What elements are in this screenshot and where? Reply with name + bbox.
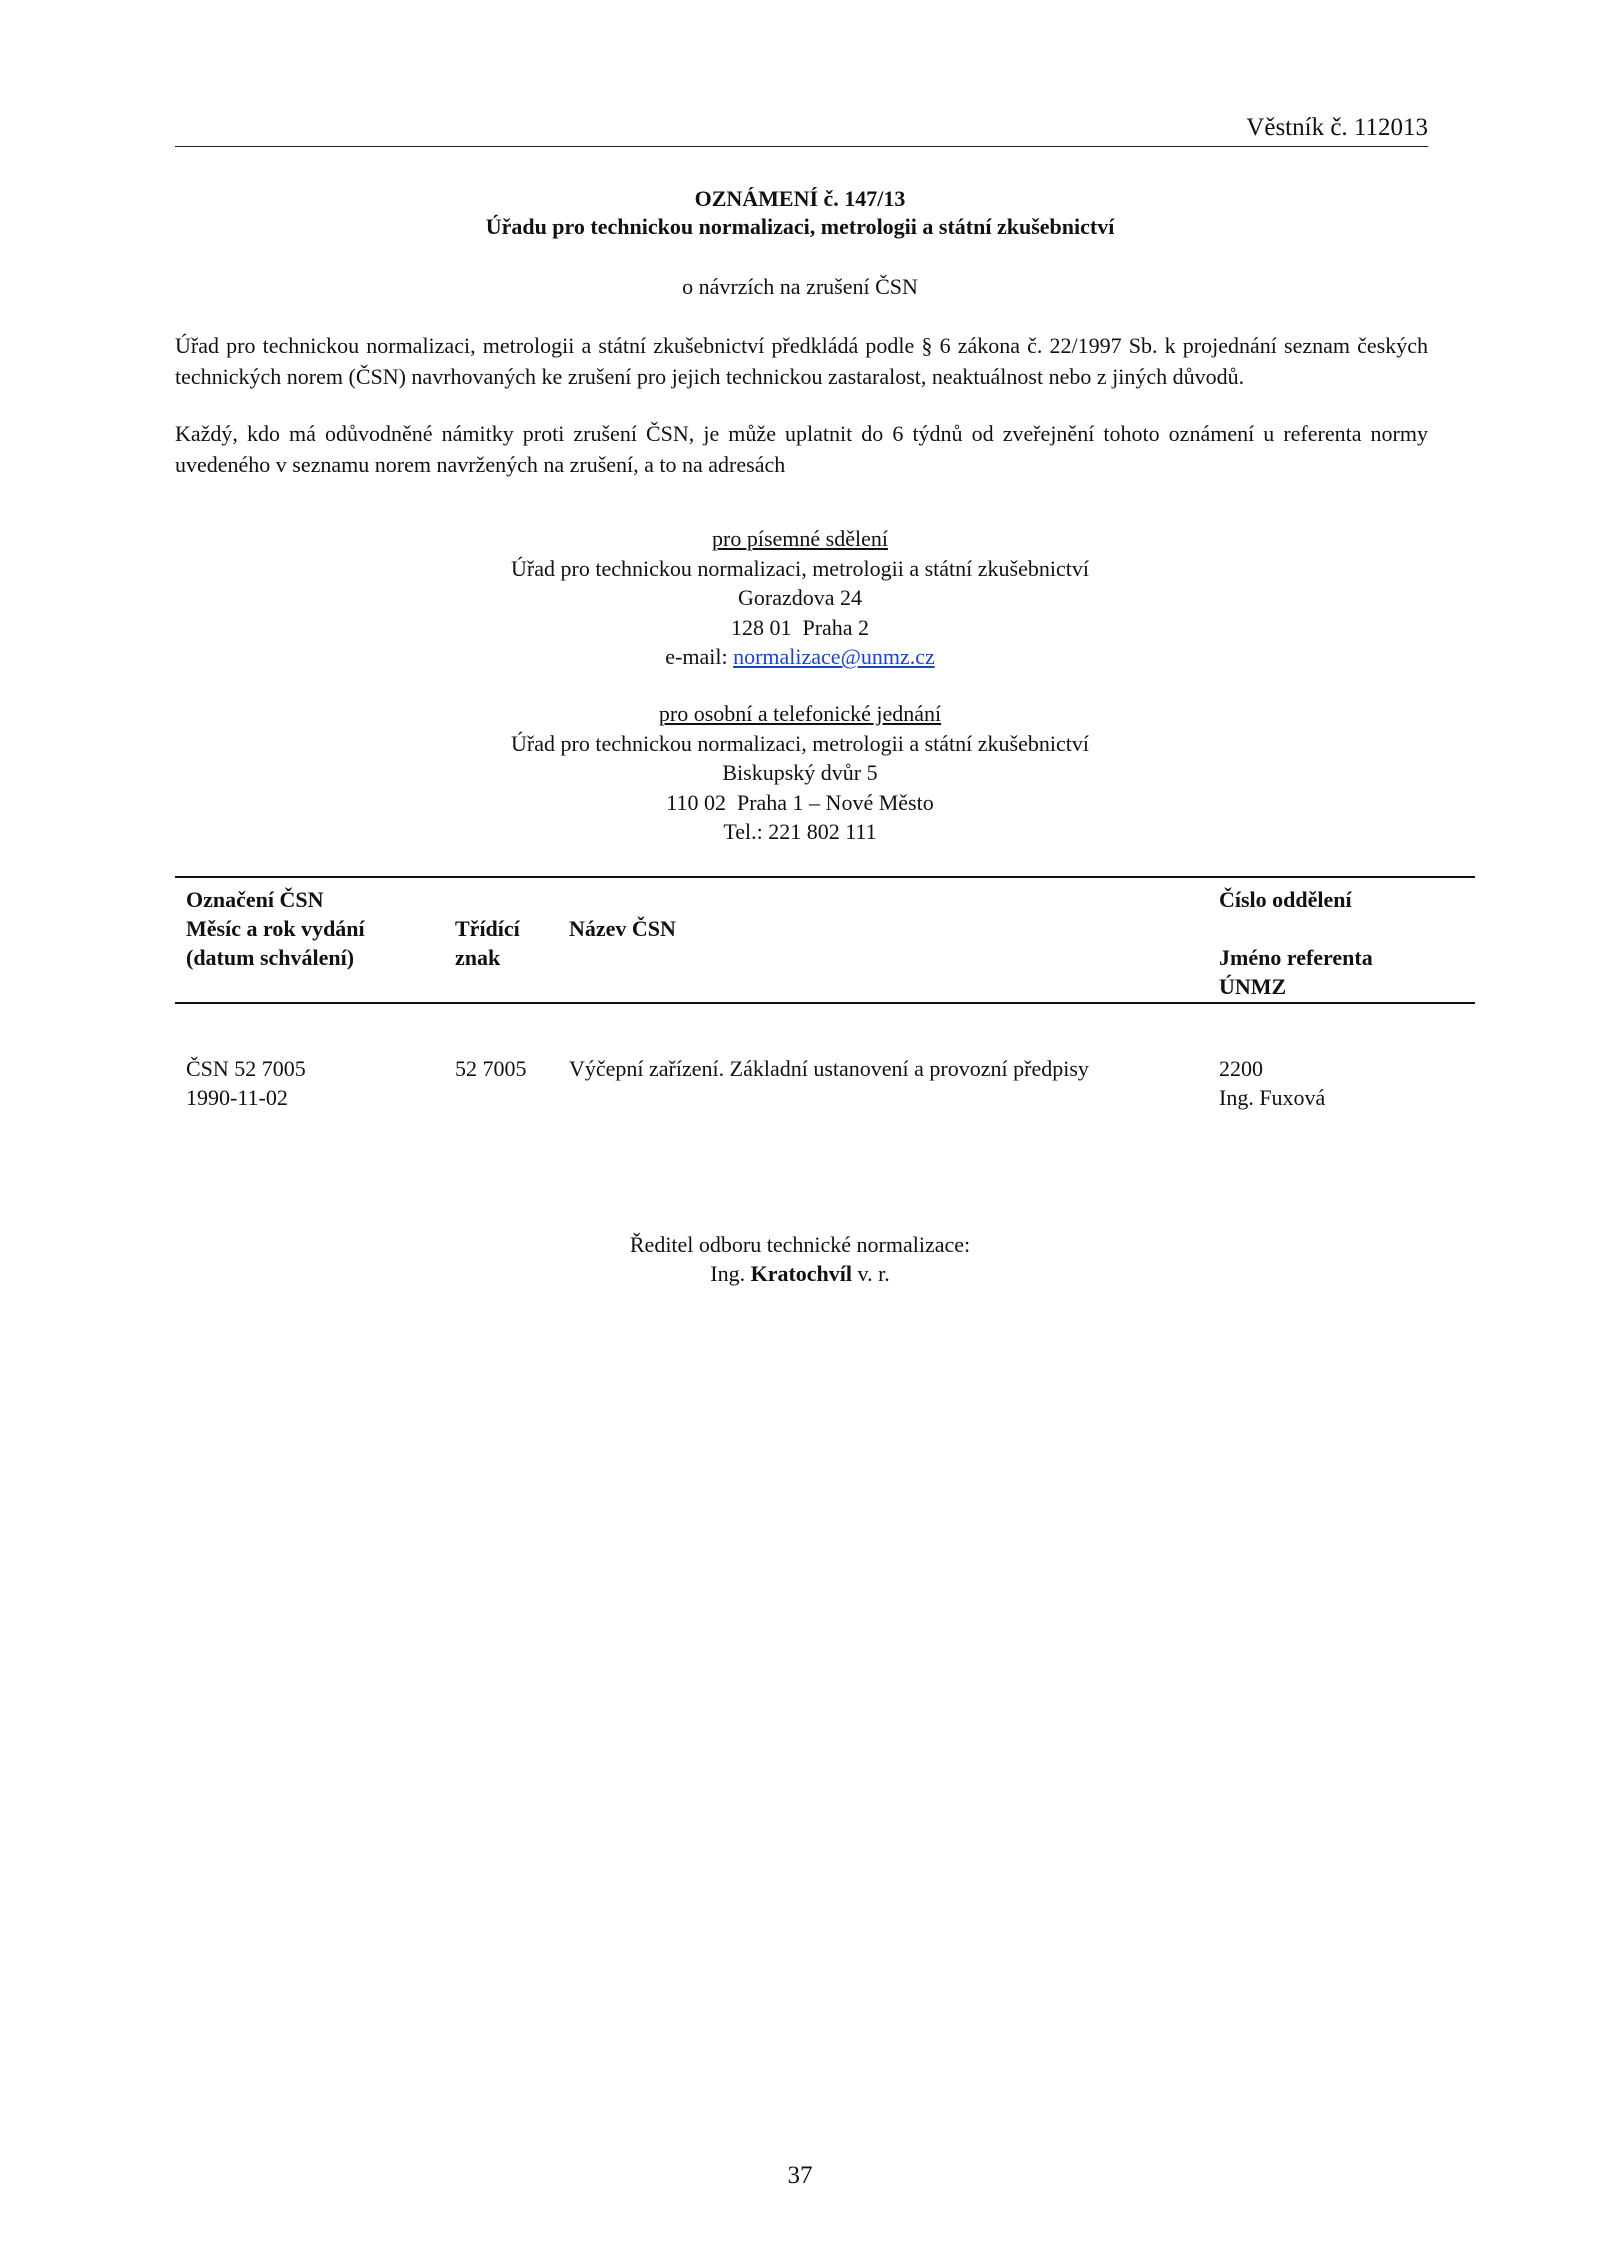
objection-paragraph: Každý, kdo má odůvodněné námitky proti zrušení ČSN, je může uplatnit do 6 týdnů od zveřejnění tohoto oznámení u referenta normy uvedeného v seznamu norem navržených na zrušení, a to na adresách [175,421,1428,477]
header-department-line2: Jméno referenta [1219,945,1373,970]
row-date: 1990-11-02 [186,1085,288,1110]
header-sort-line2: znak [455,945,501,970]
written-contact-email-line [0,642,1600,672]
signature-block [0,1230,1600,1288]
header-divider [175,146,1428,147]
row-sort-code: 52 7005 [455,1056,527,1081]
signature-name: Kratochvíl [750,1261,853,1286]
written-contact-street: Gorazdova 24 [737,585,862,610]
row-referent: Ing. Fuxová [1219,1085,1326,1110]
personal-contact-phone: Tel.: 221 802 111 [723,819,877,844]
header-department-line1: Číslo oddělení [1219,887,1352,912]
signature-role: Ředitel odboru technické normalizace: [629,1232,971,1257]
row-department [1219,1054,1325,1112]
signature-prefix: Ing. [710,1261,751,1286]
row-standard-name: Výčepní zařízení. Základní ustanovení a provozní předpisy [569,1056,1089,1081]
personal-contact-block [0,699,1600,847]
row-designation: ČSN 52 7005 [186,1056,306,1081]
page-number: 37 [787,2162,813,2189]
personal-contact-office: Úřad pro technickou normalizaci, metrologii a státní zkušebnictví [511,730,1089,756]
signature-suffix: v. r. [852,1261,890,1286]
header-designation-line1: Označení ČSN [186,887,324,912]
written-contact-office: Úřad pro technickou normalizaci, metrologii a státní zkušebnictví [511,555,1089,581]
announcement-title: OZNÁMENÍ č. 147/13 [694,186,906,211]
row-department-number: 2200 [1219,1056,1263,1081]
signature-line [0,1259,1600,1288]
email-label: e-mail: [665,644,734,669]
header-designation-line3: (datum schválení) [186,945,355,970]
announcement-issuer: Úřadu pro technickou normalizaci, metrologii a státní zkušebnictví [485,214,1115,239]
header-designation [186,885,365,972]
header-standard-name: Název ČSN [569,916,676,941]
personal-contact-street: Biskupský dvůr 5 [722,760,878,785]
table-row [186,1054,306,1112]
email-link[interactable]: normalizace@unmz.cz [733,644,935,669]
table-header-rule [175,1002,1475,1004]
written-contact-block [0,524,1600,672]
header-department [1219,885,1373,1001]
header-sort-code [455,914,520,972]
written-contact-city: 128 01 Praha 2 [730,614,870,640]
intro-paragraph: Úřad pro technickou normalizaci, metrologii a státní zkušebnictví předkládá podle § 6 zákona č. 22/1997 Sb. k projednání seznam českých technických norem (ČSN) navrhovaných ke zrušení pro jejich technickou zastaralost, neaktuálnost nebo z jiných důvodů. [175,333,1428,389]
header-sort-line1: Třídící [455,916,520,941]
header-department-spacer [1219,914,1373,943]
header-department-line3: ÚNMZ [1219,974,1287,999]
personal-contact-city: 110 02 Praha 1 – Nové Město [666,789,934,815]
announcement-subtitle: o návrzích na zrušení ČSN [682,274,918,299]
table-top-rule [175,876,1475,878]
written-contact-heading: pro písemné sdělení [712,526,888,551]
bulletin-header: Věstník č. 112013 [1246,114,1428,141]
personal-contact-heading: pro osobní a telefonické jednání [658,701,942,726]
header-designation-line2: Měsíc a rok vydání [186,916,365,941]
